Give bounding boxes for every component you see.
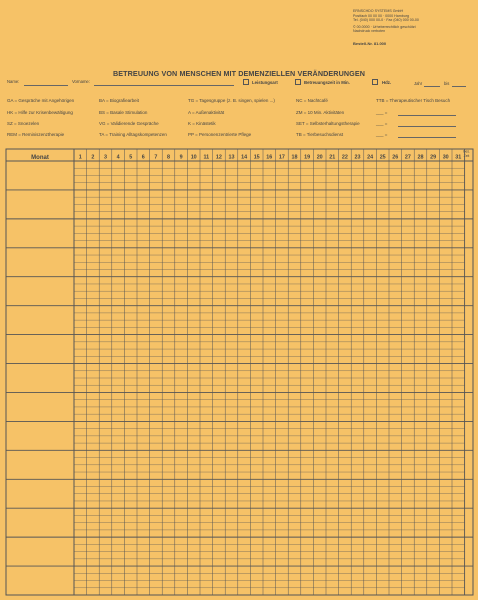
legend-entry: ___ = bbox=[376, 121, 388, 126]
legend-entry: HK = Hilfe zur Krisenbewältigung bbox=[7, 110, 73, 115]
total-time-header: Ges. bbox=[462, 149, 471, 154]
day-column-header: 6 bbox=[141, 154, 145, 161]
legend-entry: NC = Nachtcafé bbox=[296, 98, 328, 103]
day-column-header: 7 bbox=[154, 154, 158, 161]
day-column-header: 17 bbox=[278, 154, 285, 161]
day-column-header: 28 bbox=[417, 154, 424, 161]
day-column-header: 1 bbox=[78, 154, 82, 161]
day-column-header: 21 bbox=[329, 154, 336, 161]
day-column-header: 14 bbox=[241, 154, 248, 161]
day-column-header: 27 bbox=[404, 154, 411, 161]
leistungsart-label: Leistungsart bbox=[252, 80, 278, 85]
day-column-header: 2 bbox=[91, 154, 95, 161]
day-column-header: 25 bbox=[379, 154, 386, 161]
legend-entry: PP = Personenzentrierte Pflege bbox=[188, 132, 252, 137]
day-column-header: 15 bbox=[253, 154, 260, 161]
day-column-header: 30 bbox=[442, 154, 449, 161]
legend-entry: A = Außenaktivität bbox=[188, 110, 225, 115]
legend-entry: SET = Selbsterhaltungstherapie bbox=[296, 121, 360, 126]
legend-entry: TB = Tierbesuchsdienst bbox=[296, 132, 344, 137]
day-column-header: 8 bbox=[167, 154, 170, 161]
day-column-header: 24 bbox=[367, 154, 374, 161]
day-column-header: 5 bbox=[129, 154, 133, 161]
total-time-header: Zeit bbox=[463, 154, 470, 158]
legend-entry: ___ = bbox=[376, 132, 388, 137]
betreuungszeit-label: Betreuungszeit in Min. bbox=[304, 80, 350, 85]
name-label: Name: bbox=[7, 79, 20, 84]
legend-entry: K = Kinästetik bbox=[188, 121, 216, 126]
day-column-header: 26 bbox=[392, 154, 399, 161]
bis-label: bis bbox=[444, 81, 450, 86]
day-column-header: 22 bbox=[341, 154, 348, 161]
copyright-note: Nachdruck verboten bbox=[353, 29, 386, 34]
day-column-header: 11 bbox=[203, 154, 210, 161]
day-column-header: 16 bbox=[266, 154, 273, 161]
legend-entry: TG = Tagesgruppe (z. B. singen, spielen ...) bbox=[188, 98, 275, 103]
legend-entry: TA = Training Alltagskompetenzen bbox=[99, 132, 167, 137]
day-column-header: 13 bbox=[228, 154, 235, 161]
legend-entry: REM = Reminiszenztherapie bbox=[7, 132, 65, 137]
day-column-header: 3 bbox=[104, 154, 107, 161]
day-column-header: 10 bbox=[190, 154, 197, 161]
day-column-header: 31 bbox=[455, 154, 462, 161]
day-column-header: 12 bbox=[215, 154, 222, 161]
company-line: Tel. (040) 000 00-0 · Fax (040) 000 00-00 bbox=[353, 18, 419, 23]
hdz-label: Hdz. bbox=[382, 80, 392, 85]
legend-entry: BA = Biografiearbeit bbox=[99, 98, 139, 103]
day-column-header: 4 bbox=[116, 154, 120, 161]
day-column-header: 29 bbox=[430, 154, 437, 161]
day-column-header: 18 bbox=[291, 154, 298, 161]
form-title: BETREUUNG VON MENSCHEN MIT DEMENZIELLEN VERÄNDERUNGEN bbox=[112, 69, 366, 78]
legend-entry: GA = Gespräche mit Angehörigen bbox=[7, 98, 75, 103]
company-line: Postfach 00 00 00 · 0000 Hamburg bbox=[353, 13, 409, 18]
month-header: Monat bbox=[31, 155, 49, 161]
company-line: ERNSCHDO SYSTEMS GmbH bbox=[353, 9, 404, 13]
legend-entry: BS = Basale Stimulation bbox=[99, 110, 148, 115]
grid-outer-border bbox=[6, 149, 473, 595]
legend-entry: SZ = Snoezelen bbox=[7, 121, 40, 126]
day-column-header: 20 bbox=[316, 154, 323, 161]
copyright-note: © 00.0000 · Urheberrechtlich geschützt bbox=[353, 24, 416, 29]
jahr-label: Jahr bbox=[414, 81, 423, 86]
legend-entry: ZM = 10 Min. Aktivitäten bbox=[296, 110, 345, 115]
day-column-header: 23 bbox=[354, 154, 361, 161]
legend-entry: TTB = Therapeutischer Tisch Besuch bbox=[376, 98, 451, 103]
legend-entry: ___ = bbox=[376, 110, 388, 115]
day-column-header: 9 bbox=[179, 154, 183, 161]
vorname-label: Vorname: bbox=[72, 79, 90, 84]
legend-entry: VG = Validierende Gespräche bbox=[99, 121, 159, 126]
order-number: Bestell-Nr. 81.000 bbox=[353, 41, 387, 46]
day-column-header: 19 bbox=[304, 154, 311, 161]
